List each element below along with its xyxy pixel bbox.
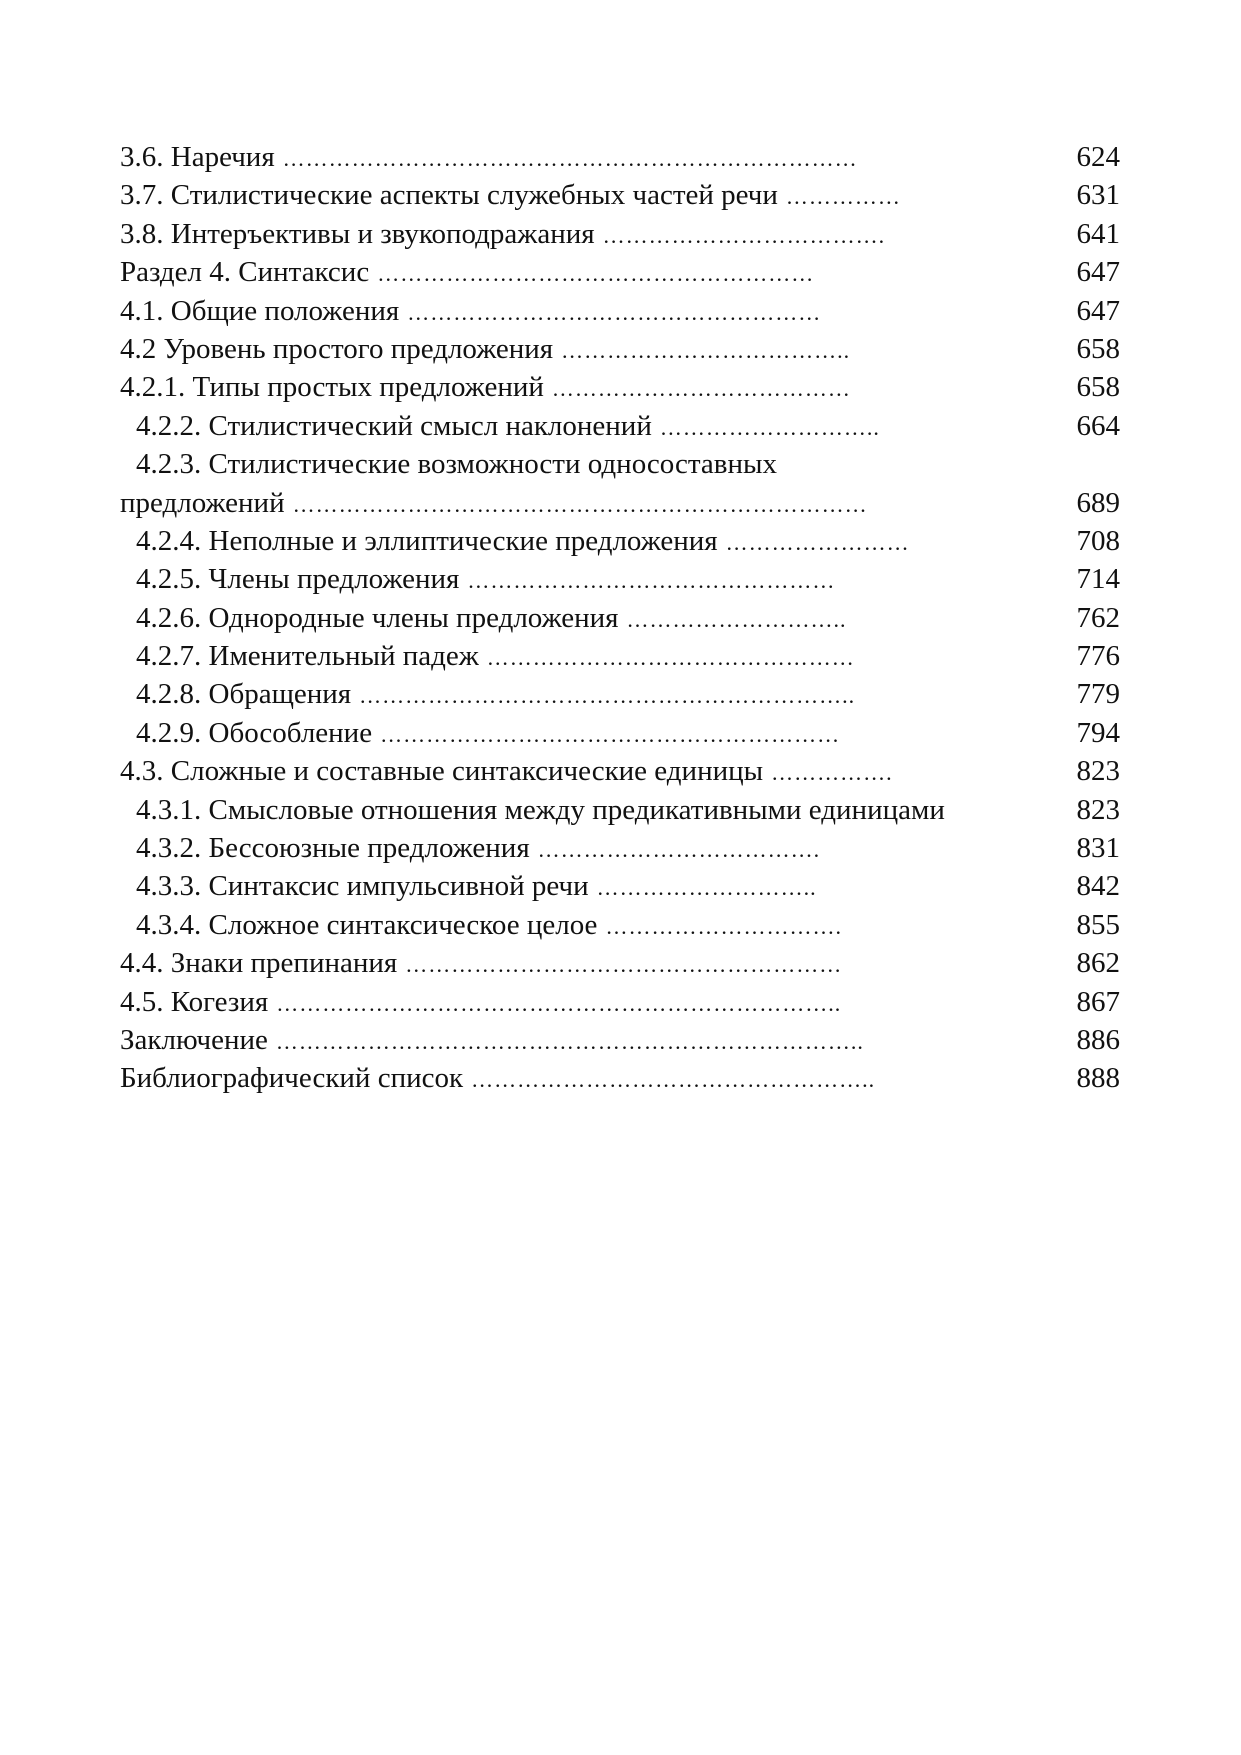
toc-entry: [120, 637, 1120, 675]
toc-entry-page: 762: [1076, 601, 1120, 634]
toc-entry-title: 4.3.1. Смысловые отношения между предикативными единицами: [136, 793, 945, 826]
toc-entry-leader: ……………………………….: [602, 222, 886, 248]
toc-entry: [120, 944, 1120, 982]
toc-entry-title: предложений: [120, 486, 285, 519]
toc-entry: [120, 484, 1120, 522]
toc-entry-leader: …………………………………………: [486, 645, 855, 671]
toc-entry: [120, 675, 1120, 713]
toc-entry-leader: …………………………………………: [467, 568, 836, 594]
toc-entry: [120, 253, 1120, 291]
toc-entry-title: 4.2.9. Обособление: [136, 716, 373, 749]
toc-entry-page: 708: [1076, 524, 1120, 557]
toc-entry-page: 624: [1076, 141, 1120, 173]
toc-entry: [120, 445, 1120, 483]
toc-entry-leader: …………………………………………………: [377, 261, 815, 287]
toc-entry-title: 4.3.2. Бессоюзные предложения: [136, 832, 530, 865]
toc-entry-leader: ………………………………………………………………..: [276, 990, 842, 1016]
toc-entry-title: Заключение: [120, 1023, 268, 1056]
toc-entry-leader: …………….: [771, 760, 893, 786]
toc-entry: [120, 752, 1120, 790]
toc-entry-title: 3.7. Стилистические аспекты служебных частей речи: [120, 179, 778, 212]
toc-entry-leader: ……………………………………………..: [471, 1067, 876, 1093]
toc-entry-page: 658: [1076, 332, 1120, 365]
toc-entry-title: 4.3. Сложные и составные синтаксические единицы: [120, 755, 764, 788]
toc-entry-page: 631: [1076, 179, 1120, 212]
toc-entry: [120, 983, 1120, 1021]
toc-entry-title: Библиографический список: [120, 1062, 464, 1095]
toc-entry-leader: ………………………..: [626, 606, 847, 632]
toc-entry-page: 714: [1076, 563, 1120, 596]
toc-entry-leader: ……………………………….: [537, 837, 821, 863]
toc-entry-title: 4.2.8. Обращения: [136, 678, 352, 711]
toc-entry: [120, 1021, 1120, 1059]
toc-entry-leader: ………………………………………………: [407, 299, 822, 325]
toc-entry: [120, 176, 1120, 214]
toc-entry-leader: ……………………: [725, 529, 910, 555]
toc-entry-page: 658: [1076, 371, 1120, 404]
toc-entry: [120, 215, 1120, 253]
toc-entry: [120, 791, 1120, 829]
toc-entry: [120, 522, 1120, 560]
toc-entry: [120, 599, 1120, 637]
toc-entry-leader: ……………………………………………………: [380, 721, 841, 747]
toc-entry: [120, 560, 1120, 598]
toc-entry-page: 647: [1076, 256, 1120, 289]
toc-entry-title: 4.4. Знаки препинания: [120, 947, 398, 980]
toc-entry-title: 3.6. Наречия: [120, 141, 275, 173]
toc-entry-page: 867: [1076, 985, 1120, 1018]
toc-entry-leader: …………………………………: [551, 376, 851, 402]
toc-entry-page: 647: [1076, 294, 1120, 327]
toc-entry-page: 779: [1076, 678, 1120, 711]
toc-entry-title: 3.8. Интеръективы и звукоподражания: [120, 217, 595, 250]
toc-entry-leader: ………………………………..: [561, 337, 851, 363]
toc-entry-page: 641: [1076, 217, 1120, 250]
toc-entry-leader: …………………………………………………………………: [292, 491, 868, 517]
toc-entry: [120, 867, 1120, 905]
toc-entry-title: 4.2.4. Неполные и эллиптические предложения: [136, 524, 718, 557]
toc-entry-title: 4.2.2. Стилистический смысл наклонений: [136, 409, 652, 442]
toc-entry-page: 842: [1076, 870, 1120, 903]
toc-entry-title: 4.2.7. Именительный падеж: [136, 640, 479, 673]
toc-entry-leader: ……………: [785, 184, 901, 210]
toc-entry-page: 862: [1076, 947, 1120, 980]
toc-entry: [120, 714, 1120, 752]
toc-entry-leader: ………………………………………………………..: [359, 683, 856, 709]
toc-entry-page: 794: [1076, 716, 1120, 749]
toc-entry-title: 4.3.3. Синтаксис импульсивной речи: [136, 870, 589, 903]
toc-entry: [120, 1059, 1120, 1097]
toc-entry-leader: …………………………………………………………………..: [275, 1028, 864, 1054]
toc-entry-title: 4.2.3. Стилистические возможности односоставных: [136, 448, 777, 481]
toc-entry-leader: …………………………………………………: [405, 952, 843, 978]
toc-entry-page: 886: [1076, 1023, 1120, 1056]
toc-entry-title: 4.2.1. Типы простых предложений: [120, 371, 544, 404]
toc-entry-page: 888: [1076, 1062, 1120, 1095]
toc-entry: [120, 368, 1120, 406]
toc-entry: [120, 906, 1120, 944]
toc-entry: [120, 330, 1120, 368]
toc-entry-leader: ………………………..: [596, 875, 817, 901]
toc-entry-title: 4.2.6. Однородные члены предложения: [136, 601, 619, 634]
toc-entry-title: 4.2 Уровень простого предложения: [120, 332, 554, 365]
toc-entry-page: 823: [1076, 793, 1120, 826]
toc-entry-page: 689: [1076, 486, 1120, 519]
toc-entry-title: 4.2.5. Члены предложения: [136, 563, 460, 596]
toc-entry-page: 664: [1076, 409, 1120, 442]
toc-entry-page: 831: [1076, 832, 1120, 865]
toc-entry: [120, 829, 1120, 867]
table-of-contents: [120, 138, 1120, 1098]
toc-entry-leader: …………………………………………………………………: [282, 146, 858, 171]
toc-entry: [120, 292, 1120, 330]
toc-entry-page: 823: [1076, 755, 1120, 788]
toc-entry-leader: ………………………..: [659, 414, 880, 440]
toc-entry-title: 4.3.4. Сложное синтаксическое целое: [136, 908, 598, 941]
toc-entry: [120, 407, 1120, 445]
toc-entry-title: 4.5. Когезия: [120, 985, 269, 1018]
toc-entry-page: 776: [1076, 640, 1120, 673]
toc-entry-title: 4.1. Общие положения: [120, 294, 400, 327]
toc-entry-title: Раздел 4. Синтаксис: [120, 256, 370, 289]
toc-entry: [120, 138, 1120, 176]
toc-entry-page: 855: [1076, 908, 1120, 941]
toc-entry-leader: ………………………….: [605, 913, 842, 939]
